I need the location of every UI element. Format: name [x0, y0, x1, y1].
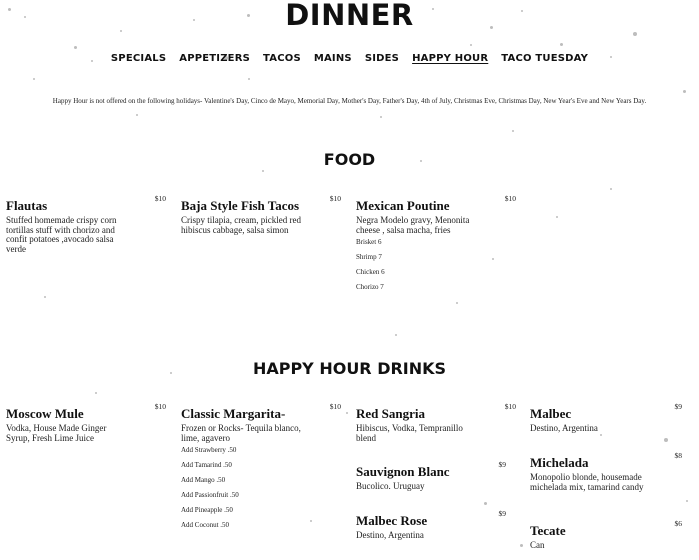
item-name: Classic Margarita- [181, 406, 286, 421]
item-addon: Add Coconut .50 [181, 521, 230, 529]
menu-item [530, 402, 682, 434]
item-addon: Add Tamarind .50 [181, 461, 232, 469]
nav-item-happy-hour[interactable]: HAPPY HOUR [412, 53, 489, 64]
menu-item [530, 519, 682, 551]
item-name: Flautas [6, 198, 48, 213]
menu-item [356, 402, 516, 443]
item-addon: Shrimp 7 [356, 253, 382, 261]
item-addon: Chorizo 7 [356, 283, 384, 291]
item-price: $10 [154, 402, 166, 411]
item-description: Destino, Argentina [356, 530, 424, 540]
menu-item [356, 509, 506, 541]
section-title-happy-hour-drinks: HAPPY HOUR DRINKS [252, 359, 447, 378]
item-name: Red Sangria [356, 406, 425, 421]
item-price: $8 [674, 451, 682, 460]
menu-item [530, 451, 682, 492]
item-addon: Add Strawberry .50 [181, 446, 237, 454]
item-description: Frozen or Rocks- Tequila blanco, lime, agavero [181, 423, 301, 443]
menu-item [181, 402, 341, 533]
item-description: Bucolico. Uruguay [356, 481, 425, 491]
section-title-food: FOOD [323, 150, 376, 169]
item-addon: Add Pineapple .50 [181, 506, 233, 514]
nav-item-sides[interactable]: SIDES [364, 53, 400, 64]
item-description: Vodka, House Made Ginger Syrup, Fresh Lime Juice [6, 423, 107, 443]
menu-item [356, 460, 506, 492]
nav-item-specials[interactable]: SPECIALS [110, 53, 167, 64]
item-name: Mexican Poutine [356, 198, 450, 213]
menu-item [181, 194, 341, 235]
item-description: Monopolio blonde, housemade michelada mix, tamarind candy [530, 472, 644, 492]
nav-item-tacos[interactable]: TACOS [263, 53, 301, 64]
item-addon: Brisket 6 [356, 238, 382, 246]
item-name: Michelada [530, 455, 589, 470]
item-name: Tecate [530, 523, 566, 538]
item-price: $10 [329, 194, 341, 203]
item-name: Baja Style Fish Tacos [181, 198, 300, 213]
item-price: $6 [674, 519, 682, 528]
nav-item-mains[interactable]: MAINS [313, 53, 352, 64]
item-description: Negra Modelo gravy, Menonita cheese , salsa macha, fries [356, 215, 470, 235]
nav-item-taco-tuesday[interactable]: TACO TUESDAY [501, 53, 589, 64]
item-description: Destino, Argentina [530, 423, 598, 433]
item-name: Malbec [530, 406, 572, 421]
item-description: Stuffed homemade crispy corn tortillas stuff with chorizo and confit potatoes ,avocado salsa verde [6, 215, 117, 254]
item-addon: Add Passionfruit .50 [181, 491, 239, 499]
menu-item [6, 402, 166, 443]
item-description: Can [530, 540, 545, 550]
holiday-notice: Happy Hour is not offered on the following holidays- Valentine's Day, Cinco de Mayo, Memorial Day, Mother's Day, Father's Day, 4th of July, Christmas Eve, Christmas Day, New Year's Eve and New Years Day. [52, 97, 647, 105]
item-name: Moscow Mule [6, 406, 84, 421]
item-price: $9 [498, 460, 506, 469]
item-addon: Add Mango .50 [181, 476, 226, 484]
menu-category-nav [0, 52, 699, 66]
menu-item [356, 194, 516, 295]
item-description: Hibiscus, Vodka, Tempranillo blend [356, 423, 463, 443]
menu-item [6, 194, 166, 254]
item-price: $10 [504, 402, 516, 411]
item-price: $10 [154, 194, 166, 203]
item-name: Malbec Rose [356, 513, 428, 528]
nav-item-appetizers[interactable]: APPETIZERS [179, 53, 251, 64]
item-addon: Chicken 6 [356, 268, 385, 276]
item-description: Crispy tilapia, cream, pickled red hibiscus cabbage, salsa simon [181, 215, 301, 235]
item-price: $10 [504, 194, 516, 203]
item-name: Sauvignon Blanc [356, 464, 450, 479]
page-title: DINNER [285, 0, 414, 32]
item-price: $10 [329, 402, 341, 411]
item-price: $9 [674, 402, 682, 411]
item-price: $9 [498, 509, 506, 518]
